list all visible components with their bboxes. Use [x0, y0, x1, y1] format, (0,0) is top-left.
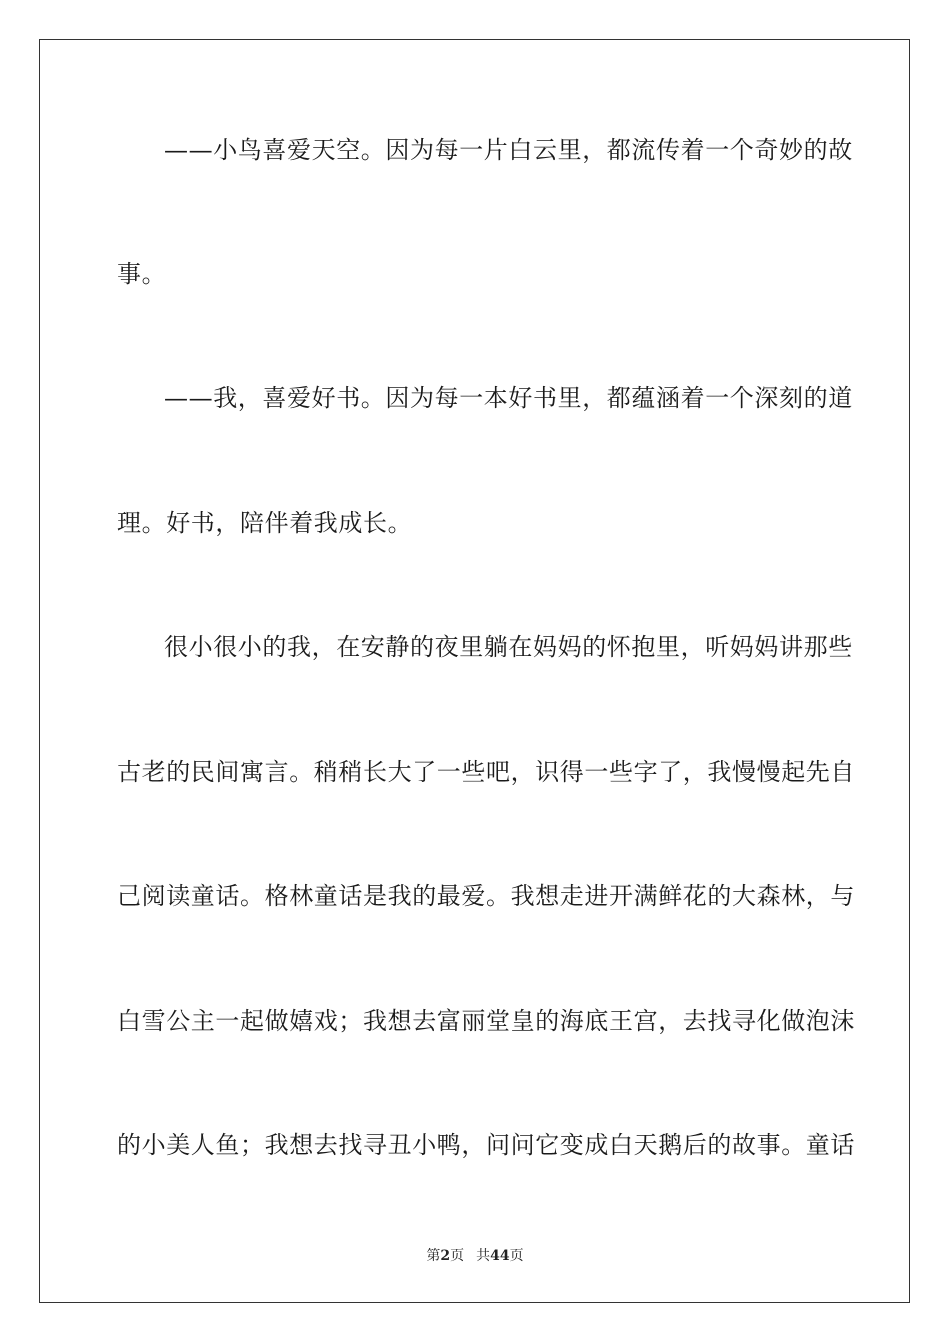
total-label-prefix: 共: [476, 1248, 491, 1264]
paragraph-line: 古老的民间寓言。稍稍长大了一些吧，识得一些字了，我慢慢起先自: [117, 758, 855, 786]
page-footer: [0, 1246, 950, 1266]
paragraph-line: 的小美人鱼；我想去找寻丑小鸭，问问它变成白天鹅后的故事。童话: [117, 1131, 855, 1159]
paragraph-line: ——我，喜爱好书。因为每一本好书里，都蕴涵着一个深刻的道: [164, 384, 853, 412]
paragraph-line: 事。: [117, 260, 167, 288]
paragraph-line: 己阅读童话。格林童话是我的最爱。我想走进开满鲜花的大森林，与: [117, 882, 855, 910]
current-page-number: 2: [440, 1248, 451, 1264]
paragraph-line: ——小鸟喜爱天空。因为每一片白云里，都流传着一个奇妙的故: [164, 136, 853, 164]
paragraph-line: 很小很小的我，在安静的夜里躺在妈妈的怀抱里，听妈妈讲那些: [164, 633, 853, 661]
page-label-prefix: 第: [426, 1248, 441, 1264]
paragraph-line: 理。好书，陪伴着我成长。: [117, 509, 413, 537]
total-label-suffix: 页: [509, 1248, 524, 1264]
total-page-count: 44: [490, 1248, 510, 1264]
paragraph-line: 白雪公主一起做嬉戏；我想去富丽堂皇的海底王宫，去找寻化做泡沫: [117, 1007, 855, 1035]
page-border: [39, 39, 910, 1303]
page-label-suffix: 页: [450, 1248, 465, 1264]
